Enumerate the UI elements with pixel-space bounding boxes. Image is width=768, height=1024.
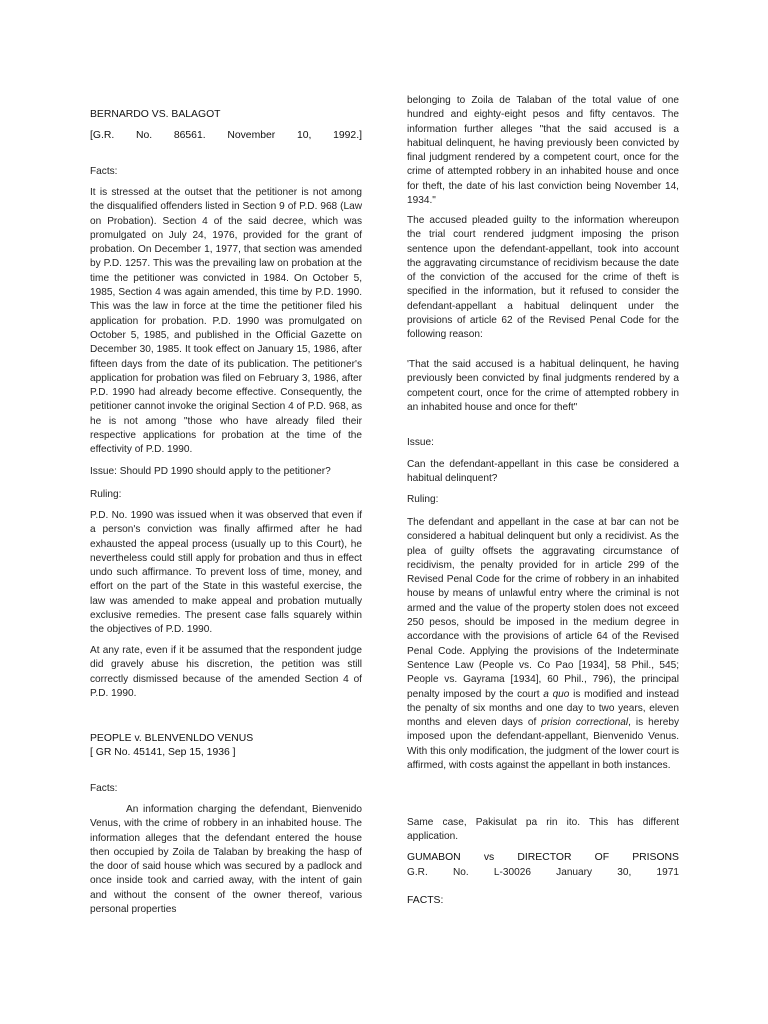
- case2-quote: 'That the said accused is a habitual delinquent, he having previously been convicted by final judgments rendered by a competent court, once for the crime of attempted robbery in an inhabited house and once for theft": [407, 359, 679, 413]
- case2-issue-text: Can the defendant-appellant in this case be considered a habitual delinquent?: [407, 459, 679, 485]
- case1-citation: [G.R. No. 86561. November 10, 1992.]: [90, 130, 362, 141]
- case1-facts-label: Facts:: [90, 166, 118, 177]
- case1-title: BERNARDO VS. BALAGOT: [90, 109, 221, 120]
- case2-issue-label: Issue:: [407, 437, 434, 448]
- case1-ruling-label: Ruling:: [90, 489, 122, 500]
- ruling-text-b: is modified and instead the penalty of six months and one day to two years, eleven months and eleven days of: [407, 688, 679, 729]
- case3-facts-label: FACTS:: [407, 895, 444, 906]
- case2-ruling-paragraph: [407, 516, 679, 773]
- case2-facts-label: Facts:: [90, 783, 118, 794]
- case2-citation: [ GR No. 45141, Sep 15, 1936 ]: [90, 747, 236, 758]
- case1-issue: Issue: Should PD 1990 should apply to the petitioner?: [90, 466, 331, 477]
- case3-citation: G.R. No. L-30026 January 30, 1971: [407, 867, 679, 878]
- case1-ruling-paragraph-1: P.D. No. 1990 was issued when it was observed that even if a person's conviction was finally affirmed after he had exhausted the appeal process (usually up to this Court), he nevertheless could still apply for probation and thus in effect undo such affirmance. To prevent loss of time, money, and effort on the part of the State in this wasteful exercise, the law was amended to make appeal and probation mutually exclusive remedies. The present case falls squarely within the objectives of P.D. 1990.: [90, 510, 362, 636]
- case2-title: PEOPLE v. BLENVENLDO VENUS: [90, 733, 254, 744]
- ruling-text-c: , is hereby imposed upon the defendant-appellant, Bienvenido Venus. With this only modification, the judgment of the lower court is affirmed, with costs against the appellant in both instances.: [407, 717, 679, 772]
- note-paragraph: Same case, Pakisulat pa rin ito. This has different application.: [407, 817, 679, 843]
- case2-plea-paragraph: The accused pleaded guilty to the information whereupon the trial court rendered judgment imposing the prison sentence upon the defendant-appellant, took into account the aggravating circumstance of recidivism because the date of the conviction of the accused for the crime of theft is specified in the information, but it refused to consider the defendant-appellant a habitual delinquent under the provisions of article 62 of the Revised Penal Code for the following reason:: [407, 215, 679, 341]
- ruling-italic-prision: prision correctional: [541, 717, 629, 729]
- case2-facts-paragraph: An information charging the defendant, Bienvenido Venus, with the crime of robbery in an inhabited house. The information alleges that the defendant entered the house then occupied by Zoila de Talaban by breaking the hasp of the door of said house which was secured by a padlock and once inside took and carried away, with the intent of gain and without the consent of the owner thereof, various personal properties: [90, 804, 362, 916]
- case3-title: GUMABON vs DIRECTOR OF PRISONS: [407, 852, 679, 863]
- case1-ruling-paragraph-2: At any rate, even if it be assumed that the respondent judge did gravely abuse his discretion, the petition was still correctly dismissed because of the amended Section 4 of P.D. 1990.: [90, 645, 362, 699]
- case2-ruling-label: Ruling:: [407, 494, 439, 505]
- case2-facts-continued: belonging to Zoila de Talaban of the total value of one hundred and eighty-eight pesos and fifty centavos. The information further alleges "that the said accused is a habitual delinquent, he having previously been convicted by final judgment rendered by a competent court, once for the crime of attempted robbery in an inhabited house and once for theft, the date of his last conviction being November 14, 1934.": [407, 95, 679, 207]
- case1-facts-paragraph: It is stressed at the outset that the petitioner is not among the disqualified offenders listed in Section 9 of P.D. 968 (Law on Probation). Section 4 of the said decree, which was promulgated on July 24, 1976, provided for the grant of probation. On December 1, 1977, that section was amended by P.D. 1257. This was the prevailing law on probation at the time the petitioner was convicted in 1984. On October 5, 1985, Section 4 was again amended, this time by P.D. 1990. This was the law in force at the time the petitioner filed his application for probation. P.D. 1990 was promulgated on October 5, 1985, and published in the Official Gazette on December 30, 1985. It took effect on January 15, 1986, after fifteen days from the date of its publication. The petitioner's application for probation was filed on February 3, 1986, after P.D. 1990 had already become effective. Consequently, the petitioner cannot invoke the original Section 4 of P.D. 968, as he is not among "those who have already filed their respective applications for probation at the time of the effectivity of P.D. 1990.: [90, 187, 362, 456]
- ruling-italic-a-quo: a quo: [543, 688, 570, 700]
- ruling-text-a: The defendant and appellant in the case at bar can not be considered a habitual delinquent but only a recidivist. As the plea of guilty offsets the aggravating circumstance of recidivism, the penalty provided for in article 299 of the Revised Penal Code for the crime of robbery in an inhabited house by means of unlawful entry where the criminal is not armed and the value of the property stolen does not exceed 250 pesos, should be imposed in the medium degree in accordance with the provisions of article 64 of the Revised Penal Code. Applying the provisions of the Indeterminate Sentence Law (People vs. Co Pao [1934], 58 Phil., 545; People vs. Gayrama [1934], 60 Phil., 796), the principal penalty imposed by the court: [407, 517, 679, 700]
